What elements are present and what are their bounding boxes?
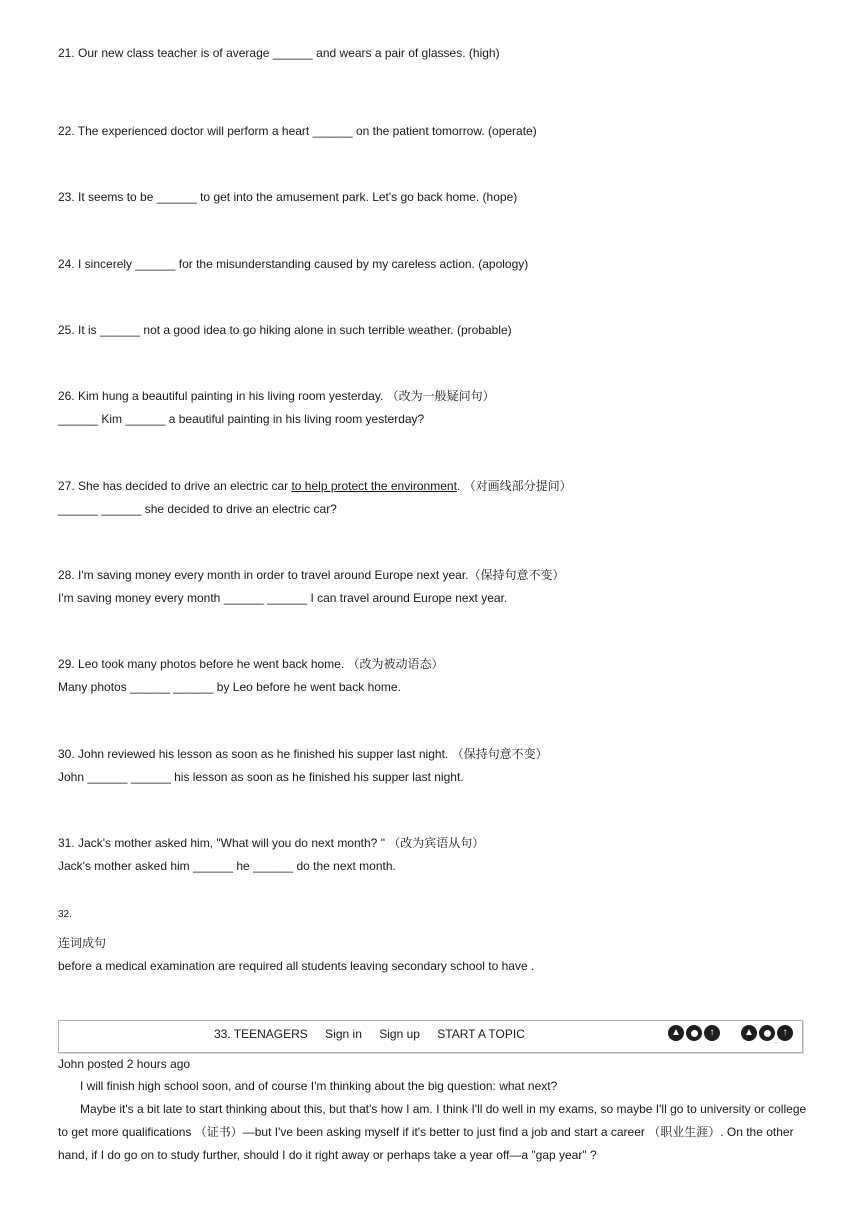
forum-title: 33. TEENAGERS xyxy=(214,1027,308,1041)
question-32-instruction: 连词成句 xyxy=(58,936,107,950)
post-paragraph-1: I will finish high school soon, and of course I'm thinking about the big question: what next? xyxy=(80,1079,558,1093)
question-31-answer: Jack's mother asked him ______ he ______ do the next month. xyxy=(58,859,396,873)
question-27-underlined: to help protect the environment xyxy=(291,479,457,493)
thumbs-up-icon[interactable]: ▲ xyxy=(668,1025,684,1041)
forum-header-bar xyxy=(58,1020,803,1053)
question-27-answer: ______ ______ she decided to drive an electric car? xyxy=(58,502,337,516)
question-26-answer: ______ Kim ______ a beautiful painting in his living room yesterday? xyxy=(58,412,425,426)
question-32-number: 32. xyxy=(58,909,72,920)
up-arrow-icon[interactable]: ↑ xyxy=(704,1025,720,1041)
forum-icons-right xyxy=(741,1025,793,1041)
question-21: 21. Our new class teacher is of average ______ and wears a pair of glasses. (high) xyxy=(58,46,500,60)
start-topic-link[interactable]: START A TOPIC xyxy=(437,1027,525,1041)
question-30: 30. John reviewed his lesson as soon as he finished his supper last night. （保持句意不变） xyxy=(58,747,548,761)
question-25: 25. It is ______ not a good idea to go hiking alone in such terrible weather. (probable) xyxy=(58,323,512,337)
forum-nav xyxy=(214,1027,539,1041)
question-26: 26. Kim hung a beautiful painting in his living room yesterday. （改为一般疑问句） xyxy=(58,389,495,403)
up-arrow-icon[interactable]: ↑ xyxy=(777,1025,793,1041)
sign-in-link[interactable]: Sign in xyxy=(325,1027,362,1041)
post-paragraph-2: Maybe it's a bit late to start thinking about this, but that's how I am. I think I'll do well in my exams, so maybe I'll go to university or college to get more qualifications （证书）—but I've been asking myself if it's better to just find a job and start a career （职业生涯）. On the other hand, if I do go on to study further, should I do it right away or perhaps take a year off—a "gap year" ? xyxy=(58,1102,807,1162)
post-author-line: John posted 2 hours ago xyxy=(58,1057,191,1071)
question-31: 31. Jack's mother asked him, "What will you do next month? " （改为宾语从句） xyxy=(58,836,485,850)
question-29: 29. Leo took many photos before he went back home. （改为被动语态） xyxy=(58,657,444,671)
forum-icons-left xyxy=(668,1025,720,1041)
question-22: 22. The experienced doctor will perform a heart ______ on the patient tomorrow. (operate) xyxy=(58,124,537,138)
thumbs-up-icon[interactable]: ▲ xyxy=(741,1025,757,1041)
sign-up-link[interactable]: Sign up xyxy=(379,1027,420,1041)
question-28: 28. I'm saving money every month in order to travel around Europe next year.（保持句意不变） xyxy=(58,568,565,582)
question-24: 24. I sincerely ______ for the misunderstanding caused by my careless action. (apology) xyxy=(58,257,529,271)
question-27-post: . （对画线部分提问） xyxy=(456,479,572,493)
ring-icon[interactable] xyxy=(686,1025,702,1041)
question-27-pre: 27. She has decided to drive an electric car xyxy=(58,479,292,493)
question-27 xyxy=(58,478,572,494)
ring-icon[interactable] xyxy=(759,1025,775,1041)
question-23: 23. It seems to be ______ to get into the amusement park. Let's go back home. (hope) xyxy=(58,190,518,204)
question-29-answer: Many photos ______ ______ by Leo before he went back home. xyxy=(58,680,401,694)
question-30-answer: John ______ ______ his lesson as soon as he finished his supper last night. xyxy=(58,770,464,784)
question-28-answer: I'm saving money every month ______ ______ I can travel around Europe next year. xyxy=(58,591,508,605)
question-32-words: before a medical examination are required all students leaving secondary school to have . xyxy=(58,959,535,973)
